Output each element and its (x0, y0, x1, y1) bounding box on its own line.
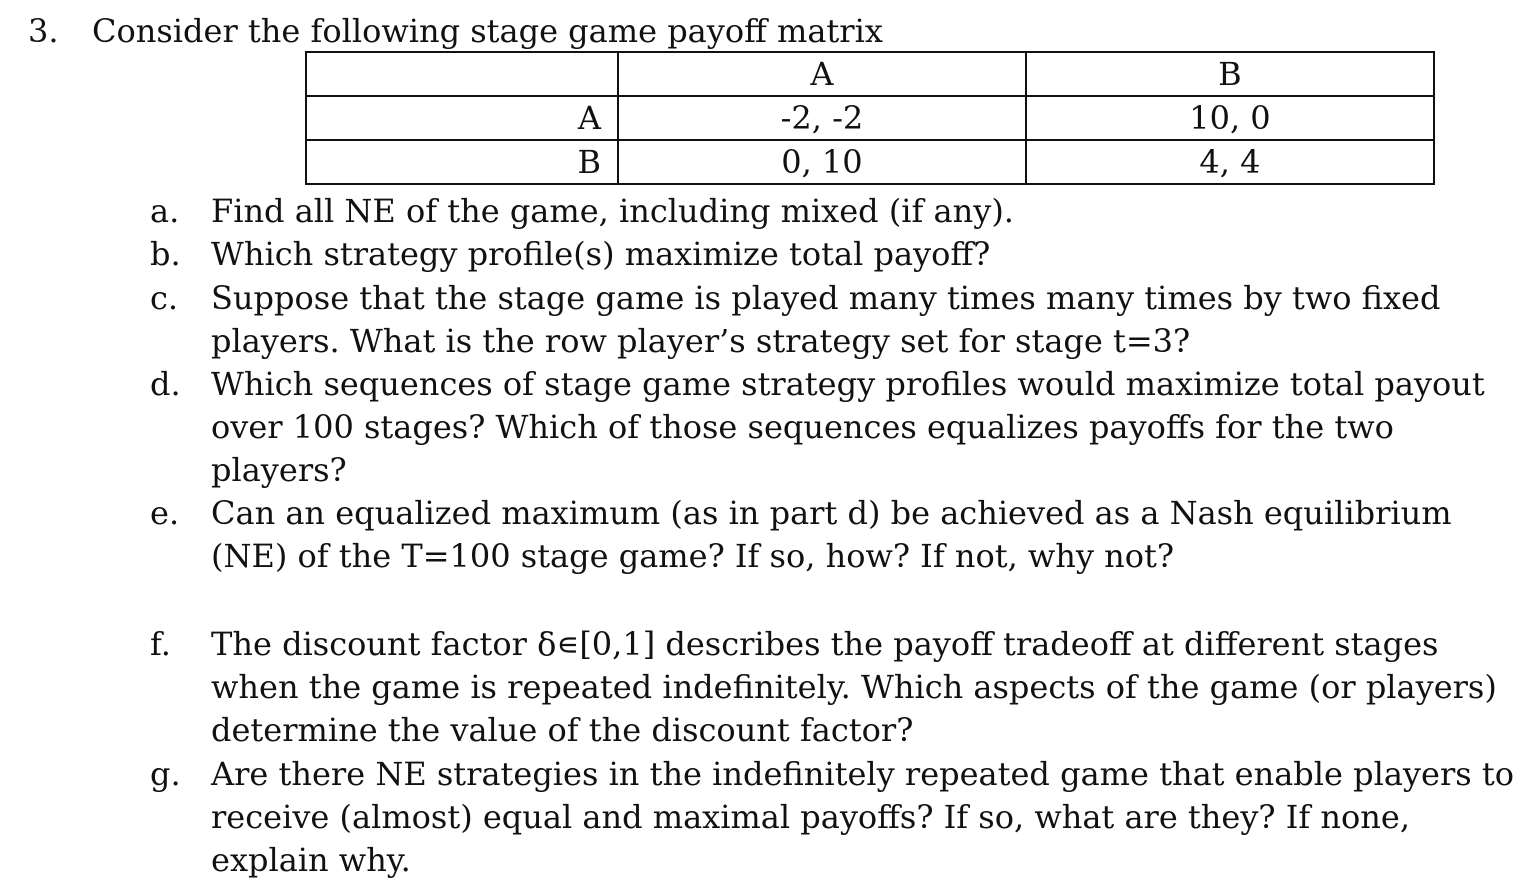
part-text (211, 190, 1471, 233)
part-line: receive (almost) equal and maximal payoffs? If so, what are they? If none, (211, 798, 1410, 836)
part-line: explain why. (211, 841, 411, 879)
part-text (211, 363, 1485, 492)
part-text (211, 233, 1471, 276)
matrix-cell-a-b: 10, 0 (1026, 96, 1434, 140)
matrix-row-a (306, 96, 1434, 140)
part-letter: f. (150, 625, 171, 663)
matrix-col-header-b: B (1026, 52, 1434, 96)
part-line: Can an equalized maximum (as in part d) be achieved as a Nash equilibrium (211, 494, 1452, 532)
part-line: when the game is repeated indefinitely. Which aspects of the game (or players) (211, 668, 1497, 706)
part-text (211, 492, 1471, 578)
part-line: (NE) of the T=100 stage game? If so, how? If not, why not? (211, 537, 1175, 575)
part-line: over 100 stages? Which of those sequences equalizes payoffs for the two (211, 408, 1394, 446)
matrix-cell-b-a: 0, 10 (618, 140, 1026, 184)
part-letter: a. (150, 192, 180, 230)
part-line: The discount factor δ∊[0,1] describes the payoff tradeoff at different stages (211, 625, 1439, 663)
question-number: 3. (28, 12, 59, 50)
matrix-corner-cell (306, 52, 618, 96)
part-letter: e. (150, 494, 180, 532)
part-line: Suppose that the stage game is played many times many times by two fixed (211, 279, 1441, 317)
matrix-row-header-b: B (306, 140, 618, 184)
part-line: Which sequences of stage game strategy profiles would maximize total payout (211, 365, 1485, 403)
part-text (211, 753, 1514, 882)
part-letter: c. (150, 279, 179, 317)
part-letter: d. (150, 365, 181, 403)
part-line: Find all NE of the game, including mixed (if any). (211, 192, 1014, 230)
part-text (211, 277, 1471, 363)
part-line: players. What is the row player’s strategy set for stage t=3? (211, 322, 1191, 360)
part-line: Are there NE strategies in the indefinitely repeated game that enable players to (211, 755, 1514, 793)
part-line: determine the value of the discount factor? (211, 711, 914, 749)
matrix-col-header-a: A (618, 52, 1026, 96)
payoff-matrix (305, 51, 1435, 185)
part-letter: g. (150, 755, 181, 793)
part-line: Which strategy profile(s) maximize total payoff? (211, 235, 991, 273)
matrix-row-header-a: A (306, 96, 618, 140)
part-letter: b. (150, 235, 181, 273)
question-stem: Consider the following stage game payoff matrix (92, 12, 883, 50)
matrix-cell-b-b: 4, 4 (1026, 140, 1434, 184)
matrix-header-row (306, 52, 1434, 96)
matrix-cell-a-a: -2, -2 (618, 96, 1026, 140)
matrix-row-b (306, 140, 1434, 184)
part-text (211, 623, 1497, 752)
part-line: players? (211, 451, 347, 489)
